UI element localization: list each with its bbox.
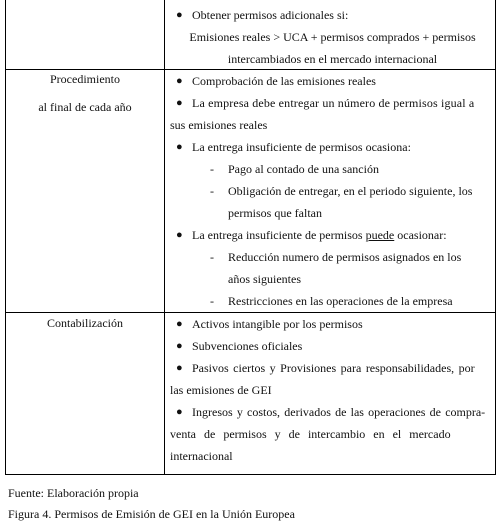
figure-caption: Figura 4. Permisos de Emisión de GEI en la Unión Europea bbox=[8, 507, 295, 521]
item-text: Subvenciones oficiales bbox=[192, 339, 303, 353]
item-text: Reducción numero de permisos asignados en los bbox=[228, 250, 462, 264]
bullet-icon: ● bbox=[176, 406, 183, 418]
label-line: Procedimiento bbox=[50, 72, 120, 86]
bullet-icon: ● bbox=[176, 75, 183, 87]
item-text: Restricciones en las operaciones de la empresa bbox=[228, 294, 453, 308]
item-text-prefix: La entrega insuficiente de permisos bbox=[192, 228, 366, 242]
bullet-icon: ● bbox=[176, 362, 183, 374]
item-text: Comprobación de las emisiones reales bbox=[192, 74, 376, 88]
label-line: Contabilización bbox=[47, 316, 123, 330]
item-text: Obtener permisos adicionales si: bbox=[192, 8, 349, 22]
row-1-content bbox=[170, 4, 491, 70]
formula-line: intercambiados en el mercado internacional bbox=[227, 52, 438, 66]
sub-list-item bbox=[210, 290, 491, 312]
row-2-content bbox=[170, 70, 491, 312]
sub-list-item bbox=[210, 246, 491, 290]
dash-icon: - bbox=[210, 184, 214, 198]
item-text: Obligación de entregar, en el periodo siguiente, los bbox=[228, 184, 473, 198]
source-note: Fuente: Elaboración propia bbox=[8, 486, 139, 500]
list-item bbox=[170, 357, 491, 401]
item-text: años siguientes bbox=[228, 272, 301, 286]
dash-icon: - bbox=[210, 294, 214, 308]
formula-line: Emisiones reales > UCA + permisos comprados + permisos bbox=[189, 30, 476, 44]
list-item bbox=[170, 70, 491, 92]
dash-icon: - bbox=[210, 250, 214, 264]
label-line: al final de cada año bbox=[38, 100, 132, 114]
sub-list-item bbox=[210, 158, 491, 180]
item-text: permisos que faltan bbox=[228, 206, 322, 220]
dash-icon: - bbox=[210, 162, 214, 176]
sub-list-item bbox=[210, 180, 491, 224]
row-2-label bbox=[6, 68, 164, 118]
bullet-icon: ● bbox=[176, 141, 183, 153]
item-text-underlined: puede bbox=[365, 228, 395, 242]
item-text: La entrega insuficiente de permisos ocasiona: bbox=[192, 140, 411, 154]
item-text: Activos intangible por los permisos bbox=[192, 317, 363, 331]
list-item bbox=[170, 401, 491, 467]
list-item bbox=[170, 4, 491, 26]
item-text: Pago al contado de una sanción bbox=[228, 162, 379, 176]
item-text: Ingresos y costos, derivados de las operaciones de compra- bbox=[192, 405, 486, 419]
row-3-content bbox=[170, 313, 491, 467]
item-text: La empresa debe entregar un número de permisos igual a bbox=[192, 96, 475, 110]
bullet-icon: ● bbox=[176, 229, 183, 241]
bullet-icon: ● bbox=[176, 9, 183, 21]
list-item bbox=[170, 92, 491, 136]
item-text: internacional bbox=[170, 449, 233, 463]
item-text: las emisiones de GEI bbox=[170, 383, 272, 397]
list-item bbox=[170, 335, 491, 357]
bullet-icon: ● bbox=[176, 318, 183, 330]
column-divider bbox=[164, 0, 165, 474]
item-text: venta de permisos y de intercambio en el mercado bbox=[170, 427, 451, 441]
formula bbox=[170, 26, 491, 70]
permits-table bbox=[5, 0, 496, 475]
item-text: Pasivos ciertos y Provisiones para responsabilidades, por bbox=[192, 361, 475, 375]
list-item bbox=[170, 313, 491, 335]
list-item bbox=[170, 224, 491, 246]
item-text: sus emisiones reales bbox=[170, 118, 268, 132]
row-3-label bbox=[6, 312, 164, 334]
list-item bbox=[170, 136, 491, 158]
item-text-suffix: ocasionar: bbox=[394, 228, 447, 242]
bullet-icon: ● bbox=[176, 97, 183, 109]
bullet-icon: ● bbox=[176, 340, 183, 352]
